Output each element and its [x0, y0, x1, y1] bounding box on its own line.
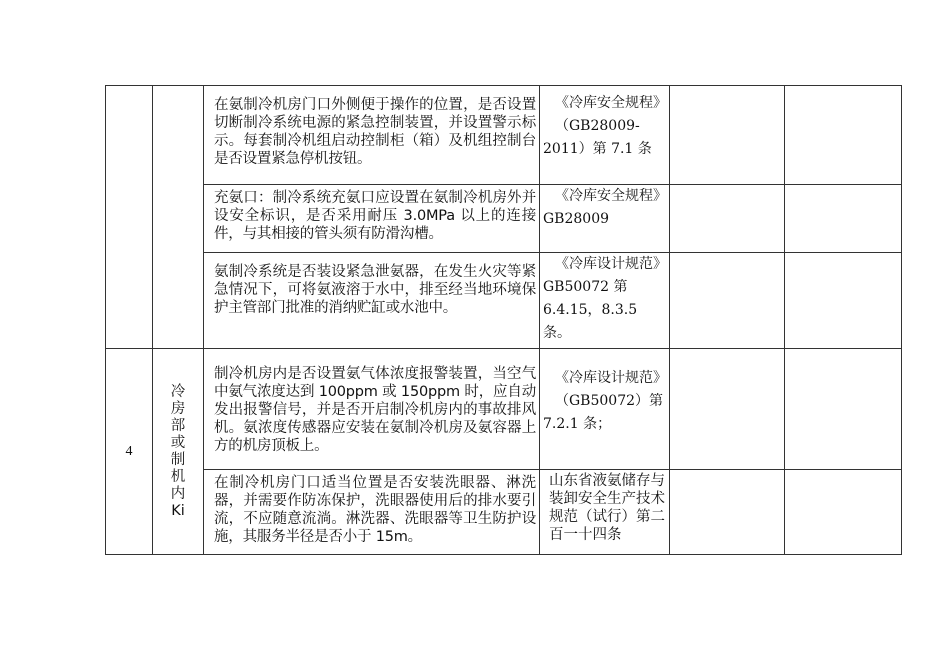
empty-cell	[785, 349, 902, 470]
item-label: 冷房部或制机内Ki	[170, 383, 186, 519]
basis-cell	[540, 470, 670, 555]
table-row	[106, 253, 902, 349]
item-cell	[153, 349, 204, 555]
empty-cell	[785, 86, 902, 185]
content-cell	[204, 86, 540, 185]
basis-text	[540, 86, 669, 161]
check-content: 制冷机房内是否设置氨气体浓度报警装置，当空气中氨气浓度达到 100ppm 或 150ppm 时，应自动发出报警信号，并是否开启制冷机房内的事故排风机。氨浓度传感器应安装在氨制冷机房及氨容器上方的机房顶板上。	[214, 366, 536, 454]
empty-cell	[785, 470, 902, 555]
check-content: 充氨口：制冷系统充氨口应设置在氨制冷机房外并设安全标识，是否采用耐压 3.0MPa 以上的连接件，与其相接的管头须有防滑沟槽。	[214, 190, 536, 242]
basis-line: （GB28009-	[555, 118, 640, 134]
check-content: 在氨制冷机房门口外侧便于操作的位置，是否设置切断制冷系统电源的紧急控制装置，并设置警示标示。每套制冷机组启动控制柜（箱）及机组控制台是否设置紧急停机按钮。	[214, 97, 536, 167]
content-cell	[204, 253, 540, 349]
row-number: 4	[125, 443, 133, 459]
empty-cell	[670, 185, 785, 253]
check-content: 氨制冷系统是否装设紧急泄氨器，在发生火灾等紧急情况下，可将氨液溶于水中，排至经当地环境保护主管部门批准的消纳贮缸或水池中。	[214, 264, 536, 316]
basis-line: 《冷库设计规范》	[555, 256, 667, 272]
basis-text	[540, 185, 669, 248]
empty-cell	[670, 86, 785, 185]
empty-cell	[670, 253, 785, 349]
check-content: 在制冷机房门口适当位置是否安装洗眼器、淋洗器，并需要作防冻保护，洗眼器使用后的排水要引流，不应随意流淌。淋洗器、洗眼器等卫生防护设施，其服务半径是否小于 15m。	[214, 475, 536, 545]
table-row	[106, 185, 902, 253]
basis-text	[540, 470, 669, 552]
basis-line: GB28009	[543, 211, 610, 227]
table-row	[106, 470, 902, 555]
basis-cell	[540, 185, 670, 253]
basis-cell	[540, 349, 670, 470]
table-row	[106, 349, 902, 470]
table-row	[106, 86, 902, 185]
basis-line: 2011）第 7.1 条	[543, 141, 652, 157]
inspection-table	[105, 85, 902, 555]
basis-text	[540, 253, 669, 345]
basis-text	[540, 349, 669, 436]
basis-cell	[540, 86, 670, 185]
empty-cell	[785, 185, 902, 253]
content-cell	[204, 349, 540, 470]
item-cell	[153, 86, 204, 349]
basis-line: 6.4.15，8.3.5 条。	[543, 302, 638, 341]
basis-line: （GB50072）第	[555, 393, 664, 409]
row-number-cell	[106, 86, 153, 349]
basis-line: 《冷库设计规范》	[555, 370, 667, 386]
basis-cell	[540, 253, 670, 349]
basis-line: GB50072 第	[543, 279, 628, 295]
row-number-cell	[106, 349, 153, 555]
basis-line: 《冷库安全规程》	[555, 188, 667, 204]
empty-cell	[785, 253, 902, 349]
basis-line: 山东省液氨储存与装卸安全生产技术规范（试行）第二百一十四条	[549, 473, 665, 543]
content-cell	[204, 185, 540, 253]
basis-line: 7.2.1 条；	[543, 416, 612, 432]
content-cell	[204, 470, 540, 555]
basis-line: 《冷库安全规程》	[555, 95, 667, 111]
empty-cell	[670, 470, 785, 555]
empty-cell	[670, 349, 785, 470]
